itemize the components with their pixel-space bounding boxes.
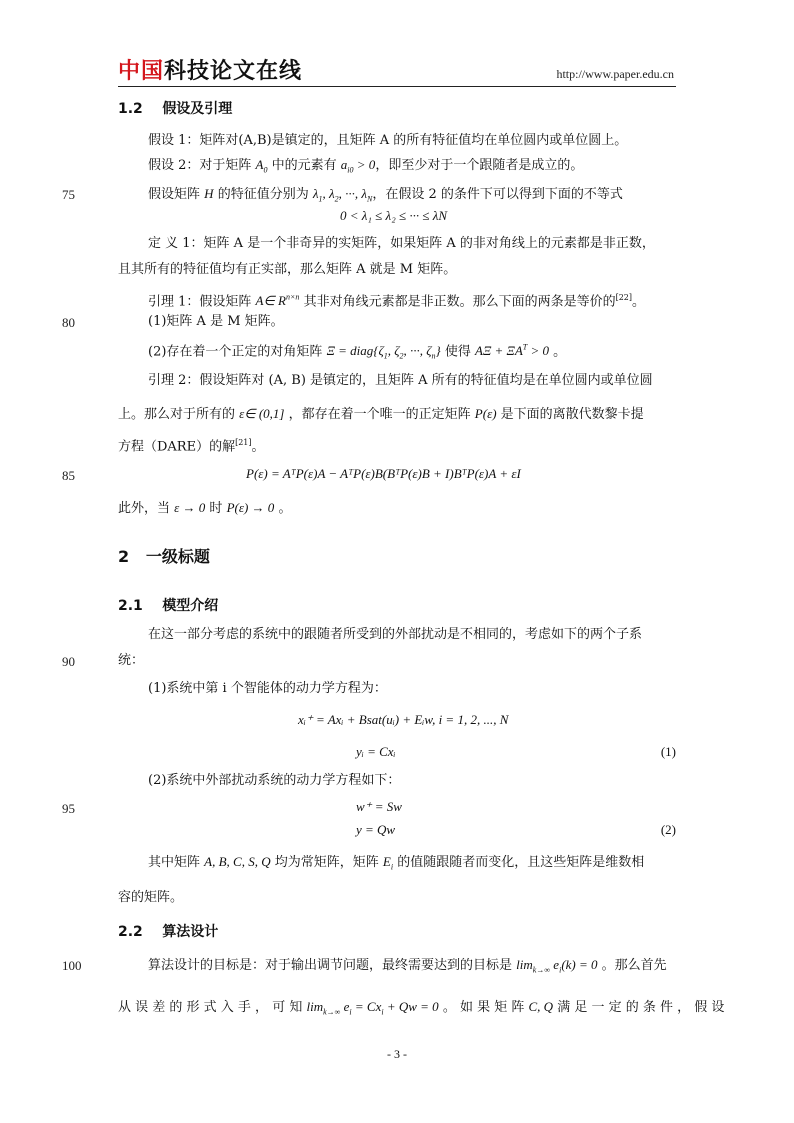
model-line2: 统： bbox=[118, 653, 145, 668]
math-limit-cx: $\lim_{k\to\infty} e_i = Cx_i + Qw = 0$ bbox=[306, 999, 439, 1017]
math-limit-e: $\lim_{k\to\infty} e_i(k) = 0$ bbox=[516, 957, 598, 975]
section-2-2-heading bbox=[118, 921, 218, 941]
lemma-2-line1: 引理 2：假设矩阵对 (A, B) 是镇定的，且矩阵 A 所有的特征值均是在单位圆内或单位圆 bbox=[148, 373, 653, 388]
math-matrix-list: A, B, C, S, Q bbox=[204, 854, 271, 869]
math-p-epsilon: P(ε) bbox=[474, 406, 497, 421]
lemma-1-item-1: (1)矩阵 A 是 M 矩阵。 bbox=[148, 314, 284, 329]
math-epsilon-range: ε∈ (0,1] bbox=[239, 406, 285, 421]
math-a-in-rnn: A∈ $R^{n\times n}$ bbox=[255, 293, 300, 309]
line-number: 75 bbox=[62, 187, 75, 202]
logo-black-text: 科技论文在线 bbox=[164, 59, 303, 84]
equation-dare: P(ε) = AᵀP(ε)A − AᵀP(ε)B(BᵀP(ε)B + I)BᵀP(ε)A + εI bbox=[246, 466, 521, 481]
math-ai0: $a_{i0} > 0$ bbox=[340, 157, 376, 175]
section-title: 假设及引理 bbox=[162, 101, 233, 117]
math-lambdas: $\lambda_1$, $\lambda_2$, ···, $\lambda_N$ bbox=[312, 186, 373, 204]
header-rule bbox=[118, 86, 676, 87]
line-number: 90 bbox=[62, 654, 75, 669]
equation-y-qw: y = Qw bbox=[356, 822, 396, 837]
inequality-eigenvalues: 0 < λ₁ ≤ λ₂ ≤ ··· ≤ λN bbox=[340, 208, 448, 223]
math-axi: $A\Xi + \Xi A^T > 0$ bbox=[475, 343, 550, 359]
algorithm-line1: 算法设计的目标是：对于输出调节问题，最终需要达到的目标是 $\lim_{k\to\infty} e_i(k) = 0$ 。那么首先 bbox=[148, 957, 667, 975]
system-2-label: (2)系统中外部扰动系统的动力学方程如下： bbox=[148, 773, 401, 788]
logo-red-text: 中国 bbox=[118, 59, 165, 84]
citation-21: [21] bbox=[235, 438, 252, 447]
section-number: 2.2 bbox=[118, 924, 143, 940]
line-number: 100 bbox=[62, 958, 82, 973]
section-2-heading bbox=[118, 544, 210, 567]
matrices-line1: 其中矩阵 A, B, C, S, Q 均为常矩阵，矩阵 $E_i$ 的值随跟随者而变化，且这些矩阵是维数相 bbox=[148, 854, 645, 872]
section-title: 一级标题 bbox=[145, 547, 210, 566]
math-a0: $A_0$ bbox=[255, 157, 268, 175]
site-logo bbox=[118, 58, 302, 86]
equation-number-2: (2) bbox=[660, 822, 676, 837]
model-line1: 在这一部分考虑的系统中的跟随者所受到的外部扰动是不相同的，考虑如下的两个子系 bbox=[148, 627, 643, 642]
equation-w-dynamics: w⁺ = Sw bbox=[356, 799, 402, 814]
equation-number-1: (1) bbox=[660, 744, 676, 759]
section-title: 算法设计 bbox=[162, 924, 219, 940]
citation-22: [22] bbox=[615, 293, 632, 302]
line-number: 95 bbox=[62, 801, 75, 816]
line-number: 85 bbox=[62, 468, 75, 483]
header-url[interactable]: http://www.paper.edu.cn bbox=[556, 67, 674, 81]
section-number: 1.2 bbox=[118, 101, 143, 117]
lemma-1-item-2: (2)存在着一个正定的对角矩阵 $\Xi = diag\{\zeta_1$, $\zeta_2$, ···, $\zeta_n$} 使得 $A\Xi + \Xi A^T > 0$ 。 bbox=[148, 343, 567, 361]
page-number: - 3 - bbox=[387, 1047, 407, 1061]
definition-1-line2: 且其所有的特征值均有正实部，那么矩阵 A 就是 M 矩阵。 bbox=[118, 262, 457, 277]
lemma-2-line3: 方程（DARE）的解[21]。 bbox=[118, 438, 265, 455]
lemma-2-line2: 上。那么对于所有的 ε∈ (0,1] ，都存在着一个唯一的正定矩阵 P(ε) 是下面的离散代数黎卡提 bbox=[118, 406, 644, 422]
hypothesis-2: 假设 2：对于矩阵 $A_0$ 中的元素有 $a_{i0} > 0$，即至少对于一个跟随者是成立的。 bbox=[148, 157, 584, 175]
algorithm-line2: 从 误 差 的 形 式 入 手 ， 可 知 $\lim_{k\to\infty} e_i = Cx_i + Qw = 0$ 。 如 果 矩 阵 C, Q 满 足 一 定 的 条 件 ， 假 设 bbox=[118, 999, 725, 1017]
section-number: 2.1 bbox=[118, 598, 143, 614]
after-dare: 此外，当 ε → 0 时 P(ε) → 0 。 bbox=[118, 500, 292, 516]
line-number: 80 bbox=[62, 315, 75, 330]
definition-1-line1: 定 义 1：矩阵 A 是一个非奇异的实矩阵，如果矩阵 A 的非对角线上的元素都是非正数， bbox=[148, 236, 655, 251]
system-1-label: (1)系统中第 i 个智能体的动力学方程为： bbox=[148, 681, 387, 696]
section-2-1-heading bbox=[118, 595, 218, 615]
hypothesis-h-eigen: 假设矩阵 H 的特征值分别为 $\lambda_1$, $\lambda_2$, ···, $\lambda_N$，在假设 2 的条件下可以得到下面的不等式 bbox=[148, 186, 623, 204]
section-title: 模型介绍 bbox=[162, 598, 219, 614]
equation-y-output: yᵢ = Cxᵢ bbox=[356, 744, 396, 759]
math-ei: $E_i$ bbox=[382, 854, 394, 872]
math-xi-diag: $\Xi = diag\{\zeta_1$, $\zeta_2$, ···, $\zeta_n$} bbox=[326, 343, 441, 361]
section-number: 2 bbox=[118, 547, 130, 566]
equation-x-dynamics: xᵢ⁺ = Axᵢ + Bsat(uᵢ) + Eᵢw, i = 1, 2, ..., N bbox=[298, 712, 509, 727]
section-1-2-heading bbox=[118, 98, 232, 118]
matrices-line2: 容的矩阵。 bbox=[118, 890, 184, 905]
hypothesis-1: 假设 1：矩阵对(A,B)是镇定的，且矩阵 A 的所有特征值均在单位圆内或单位圆上。 bbox=[148, 133, 628, 148]
lemma-1: 引理 1：假设矩阵 A∈ $R^{n\times n}$ 其非对角线元素都是非正数。那么下面的两条是等价的[22]。 bbox=[148, 293, 646, 310]
